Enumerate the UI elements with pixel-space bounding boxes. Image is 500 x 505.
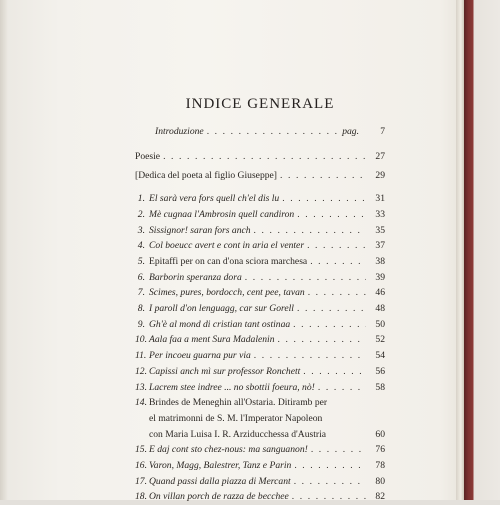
- leader-dots: [163, 149, 366, 165]
- toc-entry-number: 1.: [137, 193, 145, 205]
- toc-entry-poem: [135, 489, 385, 505]
- toc-entry-label: On villan porch de razza de becchee: [149, 491, 289, 503]
- toc-entry-poem: [135, 301, 385, 317]
- leader-dots: [292, 489, 366, 505]
- toc-entry-number: 6.: [137, 271, 145, 283]
- toc-entry-poem: [135, 270, 385, 286]
- toc-entry-page: 33: [375, 208, 385, 220]
- toc-entry-page: 35: [375, 224, 385, 236]
- toc-entry-page: 46: [375, 287, 385, 299]
- toc-entry-page: 27: [375, 150, 385, 162]
- toc-entry-number: 4.: [137, 240, 145, 252]
- toc-entry-page: 54: [375, 350, 385, 362]
- toc-entry-section: [135, 168, 385, 184]
- toc-entry-label: Scimes, pures, bordocch, cent pee, tavan: [149, 287, 305, 299]
- toc-entry-poem: [135, 285, 385, 301]
- toc-entry-number: 12.: [135, 365, 147, 377]
- toc-entry-number: 14.: [135, 397, 147, 409]
- toc-entry-label: [Dedica del poeta al figlio Giuseppe]: [135, 170, 277, 182]
- toc-entry-page: 56: [375, 365, 385, 377]
- toc-entry-poem: [135, 364, 385, 380]
- toc-entry-page: 52: [375, 334, 385, 346]
- toc-entry-number: 13.: [135, 381, 147, 393]
- toc-entry-page: 80: [375, 475, 385, 487]
- toc-entry-number: 11.: [135, 350, 147, 362]
- leader-dots: [254, 348, 366, 364]
- toc-entry-poem: [135, 191, 385, 207]
- toc-entry-poem: [135, 254, 385, 270]
- toc-entry-page: 78: [375, 460, 385, 472]
- toc-entry-page: 76: [375, 444, 385, 456]
- toc-entry-number: 7.: [137, 287, 145, 299]
- toc-entry-poem: [135, 442, 385, 458]
- toc-entry-poem: [135, 223, 385, 239]
- toc-entry-page: 7: [380, 126, 385, 137]
- toc-entry-page: 39: [375, 271, 385, 283]
- leader-dots: [280, 168, 366, 184]
- toc-entry-label: Capissi anch mì sur professor Ronchett: [149, 365, 301, 377]
- page-title: INDICE GENERALE: [185, 96, 335, 112]
- toc-entry-label: Sissignor! saran fors anch: [149, 224, 251, 236]
- toc-entry-label-line: Brindes de Meneghin all'Ostaria. Ditiramb per: [149, 397, 328, 409]
- toc-entry-number: 5.: [137, 255, 145, 267]
- toc-entry-page: 82: [375, 491, 385, 503]
- toc-entry-label: Quand passi dalla piazza di Mercant: [149, 475, 291, 487]
- toc-entry-introduzione: [135, 124, 385, 140]
- toc-entry-number: 15.: [135, 444, 147, 456]
- leader-dots: [207, 124, 340, 140]
- toc-entry-label: Mè cugnaa l'Ambrosin quell candiron: [149, 208, 295, 220]
- toc-entry-page: 58: [375, 381, 385, 393]
- leader-dots: [297, 207, 366, 223]
- leader-dots: [307, 238, 366, 254]
- leader-dots: [245, 270, 366, 286]
- toc-entry-number: 8.: [137, 303, 145, 315]
- toc-entry-label: Col boeucc avert e cont in aria el venter: [149, 240, 305, 252]
- leader-dots: [294, 474, 366, 490]
- leader-dots: [294, 458, 366, 474]
- toc-entry-label-line: con Maria Luisa I. R. Arziducchessa d'Austria: [149, 428, 327, 440]
- toc-entry-number: 2.: [137, 208, 145, 220]
- toc-entry-poem: [135, 380, 385, 396]
- toc-entry-section: [135, 149, 385, 165]
- toc-entry-label: Lacrem stee indree ... no sbottii foeura, nò!: [149, 381, 315, 393]
- toc-entry-page: 50: [375, 318, 385, 330]
- leader-dots: [311, 442, 366, 458]
- toc-entry-label: Gh'è al mond di cristian tant ostinaa: [149, 318, 291, 330]
- leader-dots: [318, 380, 366, 396]
- toc-entry-label: Aala faa a ment Sura Madalenin: [149, 334, 275, 346]
- toc-entry-number: 9.: [137, 318, 145, 330]
- toc-entry-poem-multiline: [135, 395, 385, 442]
- page-edge: [456, 0, 464, 500]
- toc-entry-number: 10.: [135, 334, 147, 346]
- table-of-contents: [135, 124, 385, 505]
- toc-entry-label: E daj cont sto chez-nous: ma sanguanon!: [149, 444, 308, 456]
- toc-entry-number: 16.: [135, 460, 147, 472]
- toc-entry-page: 31: [375, 193, 385, 205]
- leader-dots: [293, 317, 366, 333]
- leader-dots: [254, 223, 366, 239]
- leader-dots: [278, 332, 366, 348]
- toc-entry-page: 60: [375, 428, 385, 440]
- leader-dots: [303, 364, 366, 380]
- toc-entry-poem: [135, 458, 385, 474]
- toc-entry-poem: [135, 348, 385, 364]
- toc-entry-page: 38: [375, 255, 385, 267]
- leader-dots: [310, 254, 366, 270]
- toc-entry-poem: [135, 238, 385, 254]
- toc-entry-number: 18.: [135, 491, 147, 503]
- pag-word: pag.: [342, 126, 359, 137]
- toc-entry-poem: [135, 207, 385, 223]
- toc-entry-number: 3.: [137, 224, 145, 236]
- toc-entry-label: Varon, Magg, Balestrer, Tanz e Parin: [149, 460, 292, 472]
- toc-entry-label: El sarà vera fors quell ch'el dis lu: [149, 193, 280, 205]
- toc-entry-label: Epitaffi per on can d'ona sciora marchesa: [149, 255, 308, 267]
- toc-entry-page: 29: [375, 170, 385, 182]
- toc-entry-label: I paroll d'on lenguagg, car sur Gorell: [149, 303, 294, 315]
- toc-entry-number: 17.: [135, 475, 147, 487]
- toc-entry-label: Introduzione: [155, 126, 204, 137]
- leader-dots: [282, 191, 366, 207]
- toc-entry-page: 48: [375, 303, 385, 315]
- page-gutter-shadow: [0, 0, 8, 500]
- toc-entry-label: Per incoeu guarna pur via: [149, 350, 251, 362]
- toc-entry-poem: [135, 474, 385, 490]
- toc-entry-label: Poesie: [135, 150, 161, 162]
- toc-entry-label: Barborin speranza dora: [149, 271, 242, 283]
- leader-dots: [308, 285, 366, 301]
- toc-entry-page: 37: [375, 240, 385, 252]
- toc-entry-poem: [135, 317, 385, 333]
- book-cover-edge: [464, 0, 500, 500]
- leader-dots: [297, 301, 366, 317]
- toc-entry-poem: [135, 332, 385, 348]
- toc-entry-label-line: el matrimonni de S. M. l'Imperator Napoleon: [149, 412, 323, 424]
